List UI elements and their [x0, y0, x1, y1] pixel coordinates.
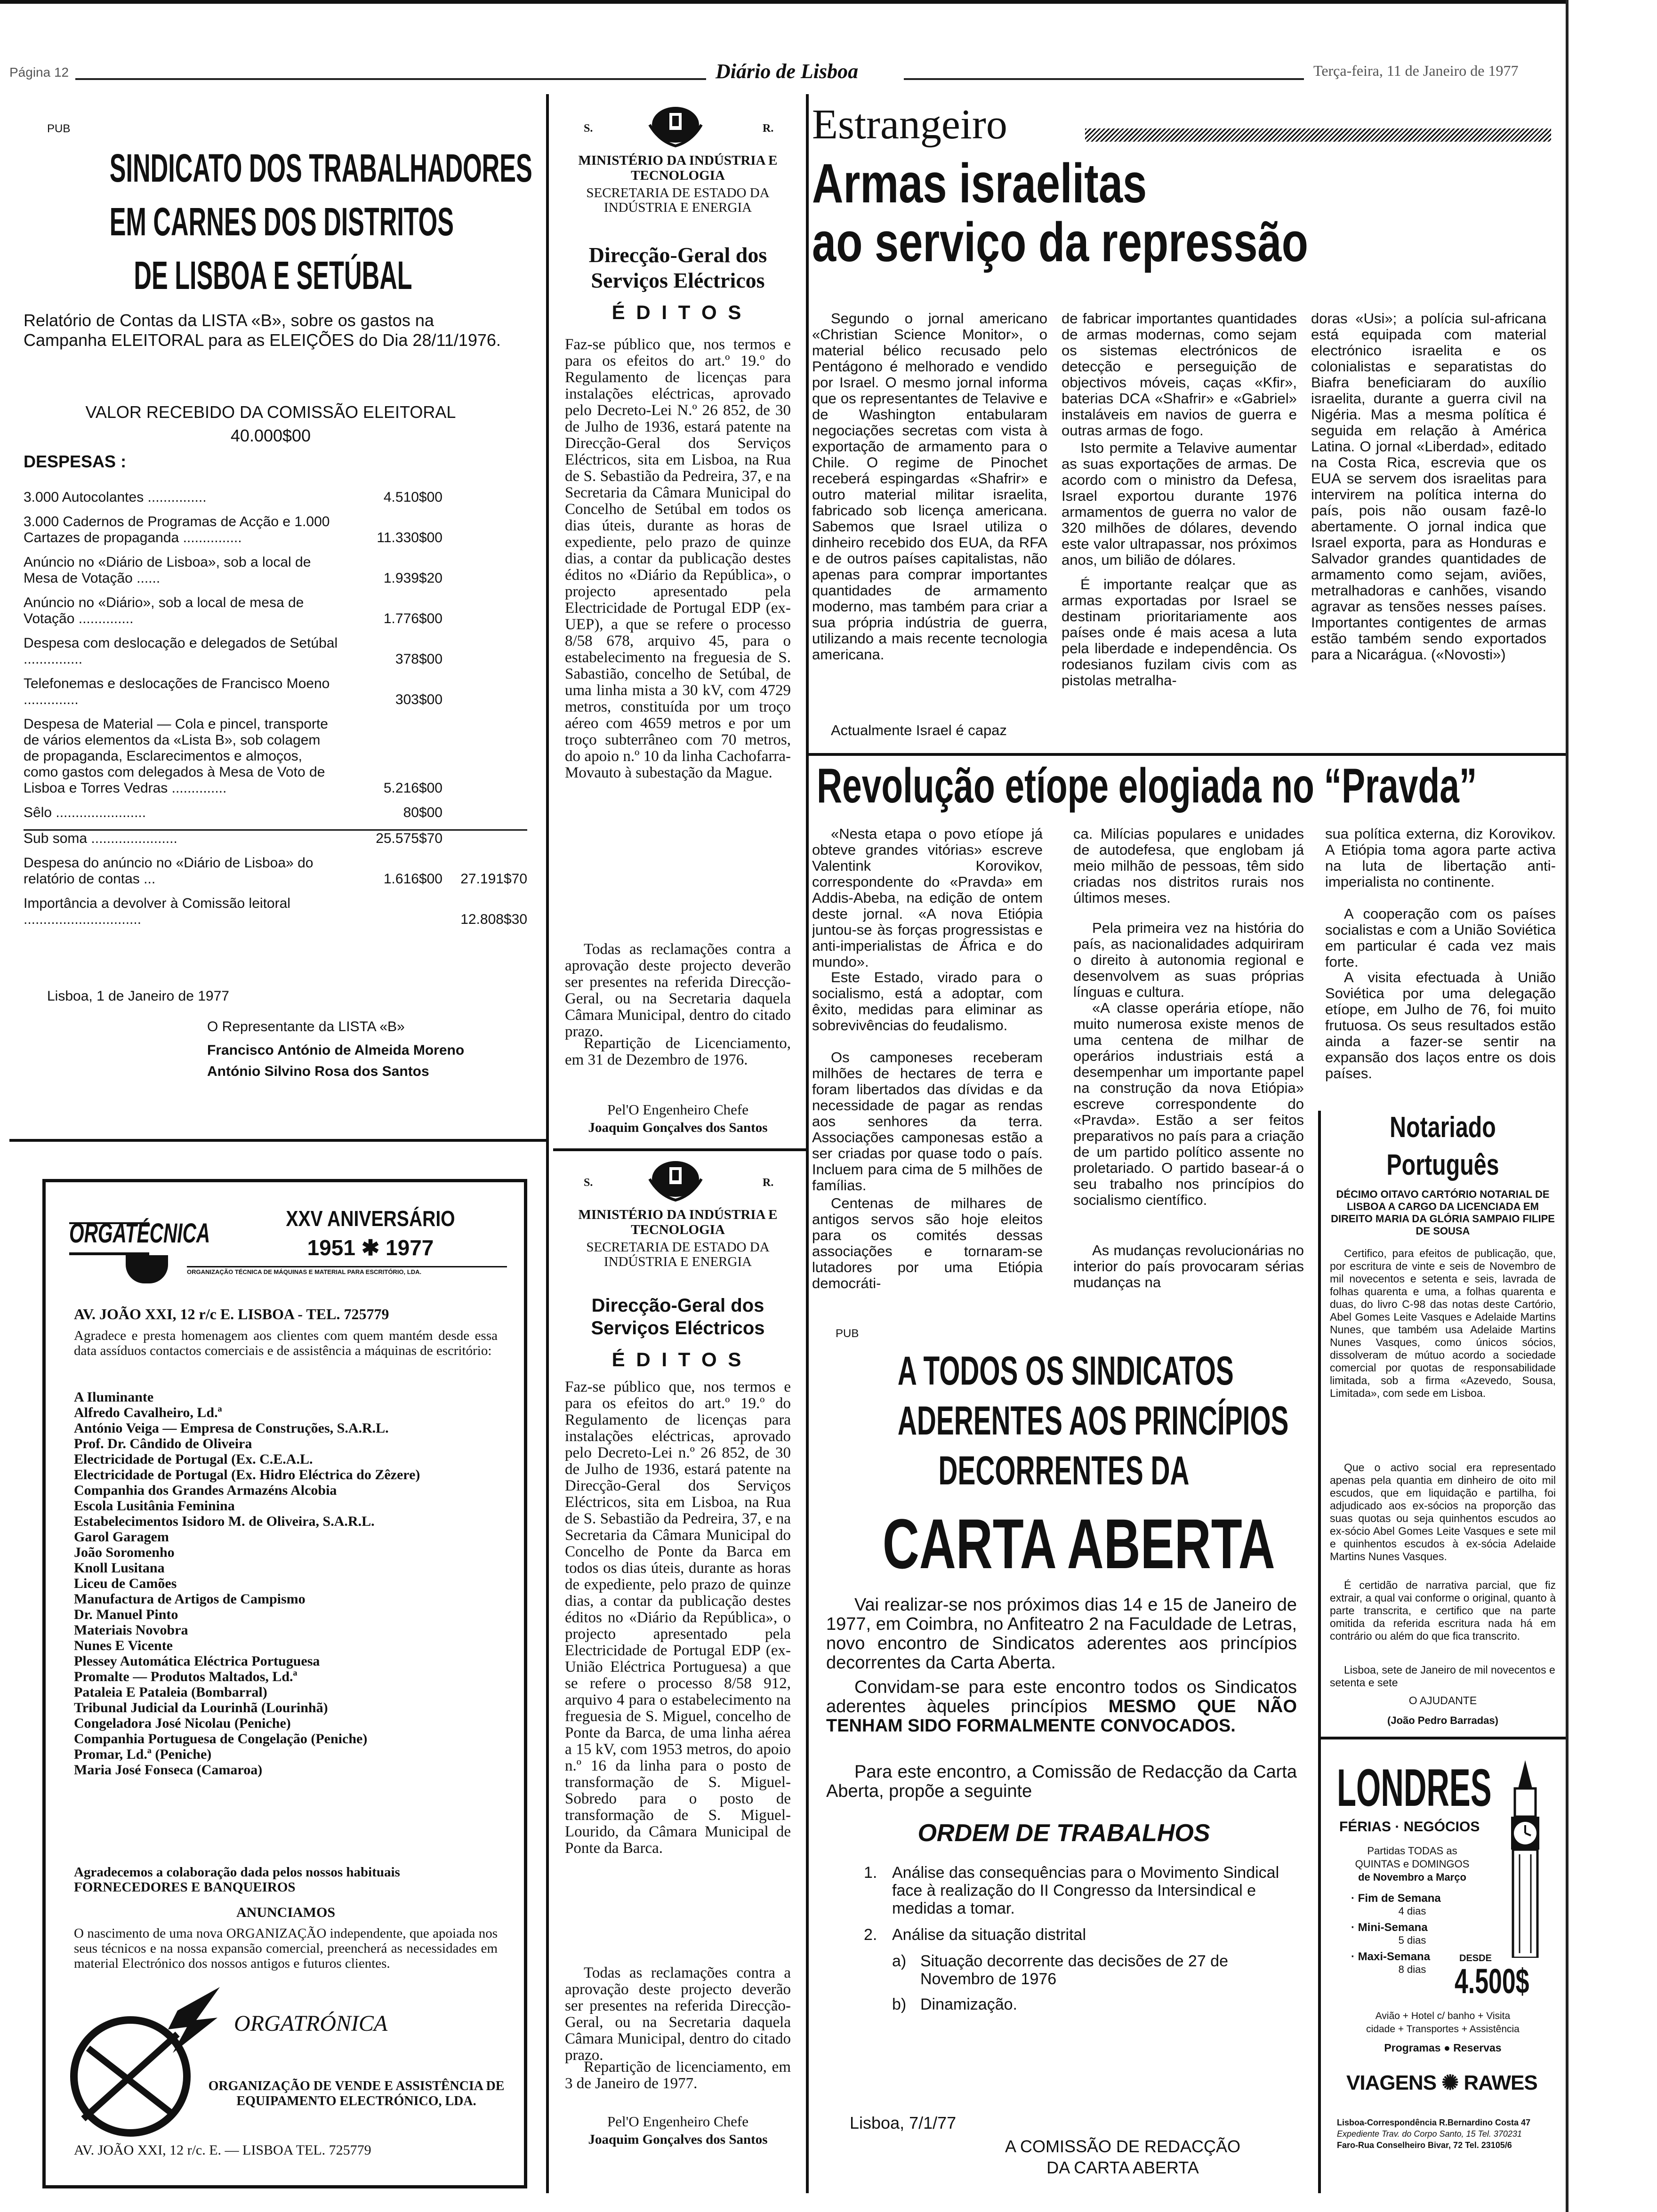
expense-label: Anúncio no «Diário», sob a local de mesa de Votação .............. [24, 595, 304, 626]
rawes-address: Faro-Rua Conselheiro Bivar, 72 Tel. 23105/6 [1337, 2140, 1512, 2150]
sindicato-intro: Relatório de Contas da LISTA «B», sobre os gastos na Campanha ELEITORAL para as ELEIÇÕES do Dia 28/11/1976. [24, 311, 501, 350]
expense-amount: 378$00 [395, 651, 442, 667]
edito-body: Repartição de Licenciamento, em 31 de Dezembro de 1976. [565, 1035, 791, 1068]
edito-sign: Pel'O Engenheiro Chefe [607, 1101, 748, 1118]
signer: António Silvino Rosa dos Santos [207, 1064, 429, 1079]
expense-amount: 1.776$00 [383, 611, 442, 626]
price: 4.500$ [1455, 1962, 1529, 2001]
notariado-body: É certidão de narrativa parcial, que fiz extrair, a qual vai conforme o original, quanto à parte transcrita, e certifico que na parte omitida da referida escritura nada há em contrário ou além do que fica transcrito. [1330, 1579, 1556, 1642]
secretaria: SECRETARIA DE ESTADO DA INDÚSTRIA E ENERGIA [586, 185, 770, 215]
trip-option: · Fim de Semana [1351, 1892, 1441, 1905]
notariado-notice [1325, 1111, 1560, 1732]
expenses-heading: DESPESAS : [24, 452, 127, 471]
masthead-rule-left [75, 78, 706, 80]
article-column: A visita efectuada à União Soviética por uma delegação etíope, em Julho de 76, foi muito frutuosa. Os seus resultados estão ainda a fazer-se sentir na expansão dos laços entre os dois países. [1325, 969, 1556, 1082]
orgatecnica-closing: Agradecemos a colaboração dada pelos nossos habituais FORNECEDORES E BANQUEIROS [74, 1865, 400, 1895]
notariado-date: Lisboa, sete de Janeiro de mil novecentos e setenta e sete [1330, 1664, 1555, 1689]
notariado-body: Certifico, para efeitos de publicação, que, por escritura de vinte e seis de Novembro de mil novecentos e setenta e seis, lavrada de folhas quarenta e uma, a folhas quarenta e duas, do livro C-98 das notas deste Cartório, Abel Gomes Leite Vasques e Adelaide Martins Nunes, que também usa Adelaide Martins Nunes Vasques, como únicos sócios, dissolveram de mútuo acordo a sociedade comercial por quotas de responsabilidade limitada, sob a firma «Azevedo, Sousa, Limitada», com sede em Lisboa. [1330, 1247, 1556, 1399]
ordem-subitem [892, 1996, 1287, 2013]
article-column: doras «Usi»; a polícia sul-africana está equipada com material electrónico israelita e os colonialistas e separatistas do Biafra beneficiaram do auxílio israelita, durante a guerra civil na Nigéria. Mas a mesma política é seguida em relação à América Latina. O jornal «Liberdad», editado na Costa Rica, escrevia que os EUA se servem dos israelitas para intervirem na política interna do país, pois não ousam fazê-lo abertamente. O jornal indica que Israel exporta, para as Honduras e Salvador grandes quantidades de armamento como sejam, aviões, metralhadoras e canhões, visando agravar as tensões nesses países. Importantes contigentes de armas estão também sendo exportados para a Nicarágua. («Novosti») [1311, 310, 1546, 663]
page-number: Página 12 [9, 65, 69, 80]
client-item: Pataleia E Pataleia (Bombarral) [74, 1684, 267, 1700]
client-item: Companhia dos Grandes Armazéns Alcobia [74, 1483, 337, 1498]
ordem-subtext: Situação decorrente das decisões de 27 de Novembro de 1976 [920, 1952, 1229, 1988]
column-rule-1 [546, 94, 549, 2193]
section-hatch [1085, 128, 1551, 142]
expense-row [24, 676, 527, 708]
rep-line: O Representante da LISTA «B» [207, 1019, 405, 1034]
carta-title-line: ADERENTES AOS PRINCÍPIOS [897, 1398, 1289, 1443]
notariado-title: Notariado [1390, 1111, 1496, 1144]
carta-sign: A COMISSÃO DE REDACÇÃO [1005, 2137, 1241, 2156]
orgatecnica-subtitle: ORGANIZAÇÃO TÉCNICA DE MÁQUINAS E MATERIAL PARA ESCRITÓRIO, LDA. [187, 1266, 507, 1275]
expense-label: Despesa do anúncio no «Diário de Lisboa» do relatório de contas ... [24, 855, 314, 887]
editos-heading: É D I T O S [611, 301, 744, 323]
expense-label: Despesa de Material — Cola e pincel, transporte de vários elementos da «Lista B», sob colagem de propaganda, Esclarecimentos e almoços, como gastos com delegados à Mesa de Voto de Lisboa e Torres Vedras .............. [24, 716, 328, 796]
article-column: Pela primeira vez na história do país, as nacionalidades adquiriram o direito à autonomia regional e desenvolvem as suas próprias línguas e cultura. [1073, 920, 1304, 1000]
orgatronica-tag: ORGANIZAÇÃO DE VENDE E ASSISTÊNCIA DE EQUIPAMENTO ELECTRÓNICO, LDA. [208, 2079, 505, 2108]
client-item: Plessey Automática Eléctrica Portuguesa [74, 1653, 320, 1669]
expense-amount: 11.330$00 [377, 530, 442, 545]
sr-letter: S. [584, 1177, 593, 1189]
crest-row [555, 99, 800, 151]
londres-departure: de Novembro a Março [1358, 1871, 1466, 1883]
ordem-text: Análise da situação distrital [892, 1926, 1086, 1944]
expense-label: 3.000 Autocolantes ............... [24, 489, 207, 505]
expense-row [24, 514, 527, 546]
page-right-edge [1566, 0, 1569, 2212]
section-header [812, 101, 1560, 153]
ordem-subnumber: a) [892, 1952, 907, 1970]
article-column: Este Estado, virado para o socialismo, está a adoptar, com êxito, medidas para eliminar as sobrevivências do feudalismo. [812, 969, 1043, 1034]
expense-total: 12.808$30 [460, 912, 527, 927]
headline: Revolução etíope elogiada no “Pravda” [817, 759, 1477, 813]
trip-duration: 8 dias [1398, 1964, 1426, 1975]
sindicato-bottom-rule [9, 1139, 546, 1142]
sr-letter: R. [763, 122, 774, 135]
anniversary: XXV ANIVERSÁRIO [286, 1206, 455, 1231]
section-title: Estrangeiro [812, 101, 1007, 148]
sindicato-title-line: EM CARNES DOS DISTRITOS [109, 200, 454, 244]
client-item: Escola Lusitânia Feminina [74, 1498, 235, 1514]
announce-text: O nascimento de uma nova ORGANIZAÇÃO independente, que apoiada nos seus técnicos e na nossa expansão comercial, preencherá as necessidades em material Electrónico dos nossos antigos e futuros clientes. [74, 1926, 498, 1971]
expense-label: Importância a devolver à Comissão leitoral .............................. [24, 896, 290, 927]
expense-label: Sub soma ...................... [24, 831, 177, 846]
carta-paragraph [826, 1678, 1297, 1736]
client-item: Promalte — Produtos Maltados, Ld.ª [74, 1669, 298, 1684]
carta-title [812, 1346, 1316, 1496]
expense-row [24, 829, 527, 847]
received-label: VALOR RECEBIDO DA COMISSÃO ELEITORAL [85, 402, 456, 422]
ordem-item [864, 1864, 1287, 1917]
article-column: ca. Milícias populares e unidades de autodefesa, que englobam já meio milhão de pessoas, têm sido criadas nos distritos rurais nos últimos meses. [1073, 825, 1304, 906]
headline: ao serviço da repressão [812, 211, 1308, 273]
client-item: Electricidade de Portugal (Ex. C.E.A.L. [74, 1451, 313, 1467]
carta-title-line: A TODOS OS SINDICATOS [897, 1348, 1234, 1394]
carta-date: Lisboa, 7/1/77 [850, 2113, 957, 2132]
edito-body: Faz-se público que, nos termos e para os efeitos do art.º 19.º do Regulamento de licenças para instalações eléctricas, aprovado pelo Decreto-Lei N.º 26 852, de 30 de Julho de 1936, estará patente na Direcção-Geral dos Serviços Eléctricos, sita em Lisboa, na Rua de S. Sebastião da Pedreira, 37, e na Secretaria da Câmara Municipal do Concelho de Setúbal em todos os dias úteis, durante as horas de expediente, pelo prazo de quinze dias, a contar da publicação destes éditos no «Diário da República», o projecto apresentado pela Electricidade de Portugal EDP (ex-UEP), a que se refere o processo 8/58 678, arquivo 45, para o estabelecimento na freguesia de S. Sabastião, concelho de Setúbal, de uma linha mista a 30 kV, com 4729 metros, constituída por um troço aéreo com 4659 metros e por um troço subterrâneo com 70 metros, do apoio n.º 10 da linha Cachofarra-Movauto à subestação da Mague. [565, 336, 791, 781]
logo-emblem [126, 1255, 168, 1283]
pub-label: PUB [47, 122, 71, 135]
sindicato-title-line: SINDICATO DOS TRABALHADORES [109, 146, 532, 190]
estrangeiro-bottom-rule [806, 753, 1566, 756]
article-column: A cooperação com os países socialistas e com a União Soviética em particular é cada vez mais forte. [1325, 906, 1556, 970]
ministry: MINISTÉRIO DA INDÚSTRIA E TECNOLOGIA [578, 1207, 778, 1237]
article-column: É importante realçar que as armas exportadas por Israel se destinam prioritariamente aos países onde é mais acesa a luta pela liberdade e independência. Os rodesianos fuzilam civis com as pistolas metralha- [1062, 576, 1297, 689]
client-item: João Soromenho [74, 1545, 175, 1560]
expense-amount: 1.939$20 [383, 570, 442, 586]
notariado-heading: DÉCIMO OITAVO CARTÓRIO NOTARIAL DE LISBOA A CARGO DA LICENCIADA EM DIREITO MARIA DA GLÓRIA SAMPAIO FILIPE DE SOUSA [1331, 1188, 1555, 1237]
article-column: sua política externa, diz Korovikov. A Etiópia toma agora parte activa na luta de libertação anti-imperialista no continente. [1325, 825, 1556, 890]
rawes-address: Lisboa-Correspondência R.Bernardino Costa 47 [1337, 2118, 1531, 2127]
expense-amount: 25.575$70 [376, 831, 442, 846]
ordem-subtext: Dinamização. [920, 1996, 1017, 2013]
londres-sub: FÉRIAS · NEGÓCIOS [1339, 1819, 1480, 1835]
orgatecnica-ad [42, 1179, 527, 2188]
signer: Francisco António de Almeida Moreno [207, 1042, 465, 1058]
carta-paragraph-emph: MESMO QUE NÃO TENHAM SIDO FORMALMENTE CONVOCADOS. [826, 1697, 1297, 1736]
paper-name: Diário de Lisboa [716, 60, 859, 83]
article-column: «Nesta etapa o povo etíope já obteve grandes vitórias» escreve Valentink Korovikov, correspondente do «Pravda» em Addis-Abeba, na edição de ontem deste jornal. «A nova Etiópia juntou-se às forças progressistas e anti-imperialistas de África e do mundo». [812, 825, 1043, 970]
expense-label: Anúncio no «Diário de Lisboa», sob a local de Mesa de Votação ...... [24, 554, 311, 586]
ministry: MINISTÉRIO DA INDÚSTRIA E TECNOLOGIA [578, 153, 778, 183]
article-column: Isto permite a Telavive aumentar as suas exportações de armas. De acordo com o ministro da Defesa, Israel exportou durante 1976 armamentos de guerra no valor de 320 milhões de dólares, devendo este valor ultrapassar, nos próximos anos, um bilião de dólares. [1062, 440, 1297, 568]
ordem-heading: ORDEM DE TRABALHOS [917, 1819, 1210, 1847]
rawes-brand: VIAGENS ✺ RAWES [1346, 2071, 1537, 2094]
expense-amount: 303$00 [395, 692, 442, 707]
ordem-text: Análise das consequências para o Movimento Sindical face à realização do II Congresso da Intersindical e medidas a tomar. [892, 1864, 1279, 1917]
notariado-role: O AJUDANTE [1408, 1694, 1477, 1707]
edito-sign: Joaquim Gonçalves dos Santos [588, 1120, 768, 1135]
article-column: de fabricar importantes quantidades de armas modernas, como sejam os sistemas electrónicos de detecção e perseguição de objectivos móveis, caças «Kfir», baterias DCA «Shafrir» e «Gabriel» instaláveis em navios de guerra e outras armas de fogo. [1062, 310, 1297, 439]
client-item: Alfredo Cavalheiro, Ld.ª [74, 1405, 222, 1420]
orgatecnica-logo-text: ORGATÉCNICA [69, 1218, 210, 1249]
expense-row [24, 896, 527, 928]
expense-amount: 1.616$00 [383, 871, 442, 887]
client-item: Promar, Ld.ª (Peniche) [74, 1747, 212, 1762]
sindicato-ad [9, 94, 537, 1172]
coat-of-arms-icon [645, 99, 706, 151]
client-item: Liceu de Camões [74, 1576, 177, 1591]
carta-paragraph-text: Convidam-se para este encontro todos os Sindicatos aderentes àqueles princípios [826, 1677, 1297, 1716]
top-border [0, 0, 1568, 4]
ordem-list [864, 1864, 1287, 2021]
client-item: Garol Garagem [74, 1529, 169, 1545]
trip-option: · Maxi-Semana [1351, 1950, 1431, 1963]
client-item: Electricidade de Portugal (Ex. Hidro Eléctrica do Zêzere) [74, 1467, 420, 1483]
pub-label: PUB [836, 1327, 859, 1340]
edito-1 [555, 99, 800, 1148]
article-column: Segundo o jornal americano «Christian Science Monitor», o material bélico recusado pelo Pentágono é melhorado e vendido por Israel. O mesmo jornal informa que os representantes de Telavive e de Washington entabularam negociações secretas com vista à exportação de armamento para o Chile. O regime de Pinochet receberá espingardas «Shafrir» e outro material militar israelita, fabricado sob licença americana. Sabemos que Israel utiliza o dinheiro recebido dos EUA, da RFA e de outros países capitalistas, não apenas para comprar importantes quantidades de armamento moderno, mas também para criar a sua própria indústria de guerra, utilizando a mais recente tecnologia americana. [812, 310, 1047, 663]
expense-row [24, 855, 527, 887]
expense-row [24, 554, 527, 586]
londres-departure: Partidas TODAS as [1367, 1845, 1457, 1857]
ordem-subnumber: b) [892, 1996, 907, 2013]
column-rule-2 [806, 94, 809, 2193]
headline: Armas israelitas [812, 152, 1147, 215]
desde-label: DESDE [1459, 1953, 1492, 1964]
carta-title-line: DECORRENTES DA [938, 1448, 1190, 1493]
londres-ad [1332, 1760, 1558, 2188]
londres-includes: cidade + Transportes + Assistência [1366, 2024, 1520, 2035]
announce-title: ANUNCIAMOS [236, 1905, 335, 1920]
secretaria: SECRETARIA DE ESTADO DA INDÚSTRIA E ENERGIA [586, 1240, 770, 1269]
client-list [74, 1389, 507, 1778]
client-item: Companhia Portuguesa de Congelação (Peniche) [74, 1731, 368, 1747]
trip-duration: 5 dias [1398, 1934, 1426, 1946]
crest-row [555, 1153, 800, 1205]
client-item: Tribunal Judicial da Lourinhã (Lourinhã) [74, 1700, 328, 1715]
sindicato-title [9, 141, 537, 302]
notariado-body: Que o activo social era representado apenas pela quantia em dinheiro de oito mil escudos, que em liquidação e partilha, foi adjudicado aos ex-sócios na proporção das suas quotas ou seja quinhentos escudos ao ex-sócio Abel Gomes Leite Vasques e sete mil e quinhentos escudos à ex-sócia Adelaide Martins Nunes Vasques. [1330, 1461, 1556, 1563]
notariado-title: Português [1386, 1149, 1499, 1181]
expense-row [24, 489, 527, 505]
ordem-item [864, 1926, 1287, 1944]
coat-of-arms-icon [645, 1153, 706, 1205]
article-column: Centenas de milhares de antigos servos são hoje eleitos para os comités dessas associações e tornaram-se lutadores por uma Etiópia democráti- [812, 1195, 1043, 1291]
expense-amount: 80$00 [403, 805, 442, 820]
expense-total: 27.191$70 [460, 871, 527, 887]
client-item: António Veiga — Empresa de Construções, S.A.R.L. [74, 1420, 389, 1436]
issue-date: Terça-feira, 11 de Janeiro de 1977 [1313, 62, 1519, 79]
direccao: Direcção-Geral dos Serviços Eléctricos [591, 1295, 765, 1338]
edito-body: Todas as reclamações contra a aprovação deste projecto deverão ser presentes na referida Direcção-Geral, ou na Secretaria daquela Câmara Municipal, dentro do citado prazo. [565, 1964, 791, 2064]
expense-row [24, 595, 527, 627]
sr-letter: R. [763, 1177, 774, 1189]
rawes-address: Expediente Trav. do Corpo Santo, 15 Tel. 370231 [1337, 2129, 1522, 2139]
edito-body: Todas as reclamações contra a aprovação deste projecto deverão ser presentes na referida Direcção-Geral, ou na Secretaria daquela Câmara Municipal, dentro do citado prazo. [565, 941, 791, 1040]
sindicato-title-line: DE LISBOA E SETÚBAL [134, 253, 412, 297]
carta-aberta-ad [812, 1318, 1316, 2198]
expense-amount: 5.216$00 [383, 780, 442, 796]
client-item: Estabelecimentos Isidoro M. de Oliveira, S.A.R.L. [74, 1514, 375, 1529]
edito-body: Repartição de licenciamento, em 3 de Janeiro de 1977. [565, 2059, 791, 2092]
carta-big-title: CARTA ABERTA [882, 1504, 1275, 1583]
expense-label: 3.000 Cadernos de Programas de Acção e 1.000 Cartazes de propaganda ............... [24, 514, 330, 545]
column-rule-3 [1318, 1111, 1321, 2193]
orgatecnica-thanks: Agradece e presta homenagem aos clientes com quem mantém desde essa data assíduos contactos comerciais e de assistência a máquinas de escritório: [74, 1328, 498, 1358]
client-item: Knoll Lusitana [74, 1560, 165, 1576]
article-column: «A classe operária etíope, não muito numerosa existe menos de uma centena de milhar de operários industriais está a desempenhar um importante papel na construção da nova Etiópia» escreve correspondente do «Pravda». Estão a ser feitos preparativos no país para a criação de um partido político assente no proletariado. O partido basear-á o seu trabalho nos princípios do socialismo científico. [1073, 1000, 1304, 1208]
londres-title: LONDRES [1337, 1760, 1492, 1817]
carta-paragraph: Para este encontro, a Comissão de Redacção da Carta Aberta, propõe a seguinte [826, 1762, 1297, 1801]
trip-duration: 4 dias [1398, 1905, 1426, 1917]
sindicato-date: Lisboa, 1 de Janeiro de 1977 [47, 988, 229, 1004]
expenses-list [24, 489, 527, 936]
londres-departure: QUINTAS e DOMINGOS [1355, 1858, 1470, 1870]
expense-row [24, 635, 527, 667]
client-item: Materiais Novobra [74, 1622, 188, 1638]
expense-row [24, 716, 527, 796]
masthead [9, 56, 1549, 84]
edito-separator [553, 1148, 807, 1151]
ordem-number: 1. [864, 1864, 877, 1882]
edito-sign: Joaquim Gonçalves dos Santos [588, 2132, 768, 2147]
ordem-subitem [892, 1952, 1287, 1988]
masthead-rule-right [904, 78, 1304, 80]
carta-sign: DA CARTA ABERTA [1046, 2158, 1199, 2177]
edito-2 [555, 1153, 800, 2203]
direccao: Direcção-Geral dos Serviços Eléctricos [588, 243, 767, 292]
edito-body: Faz-se público que, nos termos e para os efeitos do art.º 19.º do Regulamento de licenças para instalações eléctricas, aprovado pelo Decreto-Lei n.º 26 852, de 30 de Julho de 1936, estará patente na Direcção-Geral dos Serviços Eléctricos, sita em Lisboa, na Rua de S. Sebastião da Pedreira, 37, e na Secretaria da Câmara Municipal do Concelho de Ponte da Barca em todos os dias úteis, durante as horas de expediente, pelo prazo de quinze dias, a contar da publicação destes éditos no «Diário da República», o projecto apresentado pela Electricidade de Portugal EDP (ex-União Eléctrica Portuguesa) a que se refere o processo 8/58 912, arquivo 4 para o estabelecimento na freguesia de S. Miguel, concelho de Ponte da Barca, de uma linha aérea a 15 kV, com 1953 metros, do apoio n.º 16 da linha para o posto de transformação de S. Miguel-Sobredo para o posto de transformação de S. Miguel-Lourido, da Câmara Municipal de Ponte da Barca. [565, 1378, 791, 1857]
trip-option: · Mini-Semana [1351, 1921, 1428, 1934]
client-item: Nunes E Vicente [74, 1638, 173, 1653]
orgatecnica-address: AV. JOÃO XXI, 12 r/c E. LISBOA - TEL. 725779 [74, 1306, 389, 1322]
ordem-number: 2. [864, 1926, 877, 1944]
edito-sign: Pel'O Engenheiro Chefe [607, 2113, 748, 2130]
article-column: Os camponeses receberam milhões de hectares de terra e foram libertados das dívidas e da necessidade de pagar as rendas aos senhores da terra. Associações camponesas estão a ser criadas por quase todo o país. Incluem para cima de 5 milhões de famílias. [812, 1049, 1043, 1194]
client-item: Congeladora José Nicolau (Peniche) [74, 1715, 291, 1731]
londres-includes: Avião + Hotel c/ banho + Visita [1375, 2011, 1511, 2021]
expense-label: Telefonemas e deslocações de Francisco Moeno .............. [24, 676, 330, 707]
expense-label: Despesa com deslocação e delegados de Setúbal ............... [24, 635, 338, 667]
estrangeiro-section [812, 101, 1560, 751]
orgatronica-address: AV. JOÃO XXI, 12 r/c. E. — LISBOA TEL. 725779 [74, 2142, 371, 2158]
article-column: Actualmente Israel é capaz [831, 722, 1007, 738]
client-item: Maria José Fonseca (Camaroa) [74, 1762, 263, 1778]
big-ben-icon [1497, 1760, 1553, 1958]
client-item: Dr. Manuel Pinto [74, 1607, 178, 1622]
orgatronica-name: ORGATRÓNICA [234, 2011, 388, 2036]
notariado-name: (João Pedro Barradas) [1387, 1715, 1498, 1726]
article-column: As mudanças revolucionárias no interior do país provocaram sérias mudanças na [1073, 1242, 1304, 1290]
editos-heading: É D I T O S [611, 1348, 744, 1370]
londres-programs: Programas ● Reservas [1384, 2042, 1502, 2054]
client-item: Manufactura de Artigos de Campismo [74, 1591, 306, 1607]
client-item: A Iluminante [74, 1389, 154, 1405]
client-item: Prof. Dr. Cândido de Oliveira [74, 1436, 252, 1451]
received-value: 40.000$00 [230, 426, 311, 445]
notariado-bottom-rule [1318, 1737, 1566, 1739]
expense-row [24, 805, 527, 821]
expense-amount: 4.510$00 [383, 489, 442, 505]
anniversary-years: 1951 ✱ 1977 [307, 1235, 434, 1260]
expense-label: Sêlo ....................... [24, 805, 146, 820]
lightning-bolt-icon [55, 1982, 225, 2152]
sr-letter: S. [584, 122, 593, 135]
carta-paragraph: Vai realizar-se nos próximos dias 14 e 15 de Janeiro de 1977, em Coimbra, no Anfiteatro 2 na Faculdade de Letras, novo encontro de Sindicatos aderentes aos princípios decorrentes da Carta Aberta. [826, 1595, 1297, 1673]
